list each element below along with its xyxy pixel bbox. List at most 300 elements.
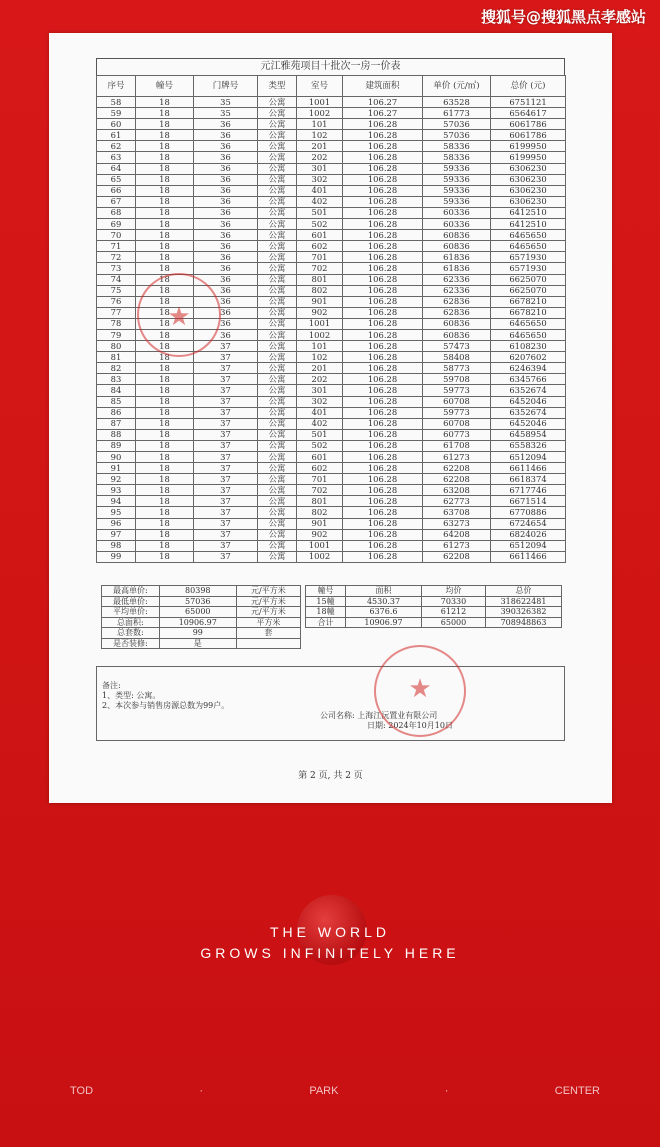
notes-box [96,666,565,741]
table-cell: 63 [97,152,136,163]
table-row [97,507,566,518]
table-cell: 6465650 [491,241,566,252]
table-cell: 602 [297,463,343,474]
table-cell: 106.28 [343,429,423,440]
column-header: 室号 [297,76,343,97]
table-cell: 96 [97,518,136,529]
table-cell: 6412510 [491,207,566,218]
table-cell: 公寓 [258,318,297,329]
table-cell: 106.28 [343,507,423,518]
table-cell: 59336 [423,196,491,207]
table-row [97,119,566,130]
table-cell: 62836 [423,307,491,318]
table-cell: 公寓 [258,329,297,340]
table-cell: 37 [194,385,258,396]
table-cell: 36 [194,252,258,263]
table-cell: 18 [136,219,194,230]
table-cell: 60336 [423,207,491,218]
table-cell: 94 [97,496,136,507]
table-cell: 18 [136,141,194,152]
table-cell: 37 [194,440,258,451]
table-cell: 36 [194,163,258,174]
table-cell: 6558326 [491,440,566,451]
table-cell: 公寓 [258,440,297,451]
table-cell: 77 [97,307,136,318]
table-cell: 36 [194,329,258,340]
table-cell: 60708 [423,418,491,429]
summary-row [306,617,562,628]
table-cell: 106.28 [343,163,423,174]
table-cell: 18 [136,108,194,119]
table-cell: 公寓 [258,396,297,407]
table-cell: 65 [97,174,136,185]
stats-cell [236,638,300,649]
stats-cell: 65000 [159,607,236,618]
table-cell: 公寓 [258,307,297,318]
table-cell: 106.28 [343,185,423,196]
table-cell: 84 [97,385,136,396]
table-cell: 102 [297,352,343,363]
table-cell: 18 [136,152,194,163]
table-cell: 106.28 [343,341,423,352]
table-cell: 公寓 [258,130,297,141]
column-header: 序号 [97,76,136,97]
table-cell: 61273 [423,540,491,551]
table-row [97,396,566,407]
table-cell: 公寓 [258,108,297,119]
table-row [97,97,566,108]
table-cell: 101 [297,341,343,352]
table-cell: 公寓 [258,529,297,540]
table-cell: 106.28 [343,252,423,263]
summary-cell: 70330 [422,596,486,607]
table-cell: 18 [136,252,194,263]
column-header: 单价 (元/㎡) [423,76,491,97]
table-cell: 401 [297,185,343,196]
table-cell: 公寓 [258,540,297,551]
table-cell: 6611466 [491,551,566,562]
footer-word-park: PARK [309,1085,339,1097]
table-cell: 公寓 [258,474,297,485]
table-cell: 85 [97,396,136,407]
table-cell: 36 [194,318,258,329]
footer-dot-1: · [199,1085,204,1097]
table-cell: 公寓 [258,252,297,263]
table-cell: 501 [297,207,343,218]
table-cell: 1002 [297,551,343,562]
table-cell: 18 [136,418,194,429]
table-cell: 106.28 [343,274,423,285]
table-cell: 37 [194,341,258,352]
table-cell: 79 [97,329,136,340]
table-cell: 36 [194,130,258,141]
table-cell: 公寓 [258,285,297,296]
table-row [97,230,566,241]
table-cell: 90 [97,452,136,463]
table-cell: 公寓 [258,174,297,185]
table-cell: 18 [136,341,194,352]
table-cell: 37 [194,496,258,507]
column-header: 门牌号 [194,76,258,97]
table-cell: 18 [136,285,194,296]
table-cell: 59336 [423,185,491,196]
table-cell: 6199950 [491,141,566,152]
table-cell: 6061786 [491,130,566,141]
table-cell: 37 [194,507,258,518]
table-cell: 36 [194,307,258,318]
table-cell: 37 [194,452,258,463]
stats-row [102,596,301,607]
footer-brand [70,1085,600,1099]
table-cell: 6512094 [491,540,566,551]
table-cell: 公寓 [258,507,297,518]
table-cell: 83 [97,374,136,385]
table-cell: 97 [97,529,136,540]
table-row [97,540,566,551]
table-cell: 106.28 [343,119,423,130]
table-cell: 58408 [423,352,491,363]
table-cell: 36 [194,219,258,230]
table-cell: 公寓 [258,152,297,163]
table-cell: 901 [297,518,343,529]
table-cell: 106.28 [343,474,423,485]
table-cell: 82 [97,363,136,374]
table-cell: 6770886 [491,507,566,518]
stats-cell: 是 [159,638,236,649]
table-cell: 60336 [423,219,491,230]
stats-cell: 是否装修: [102,638,160,649]
table-cell: 701 [297,252,343,263]
table-cell: 60836 [423,241,491,252]
stats-cell: 80398 [159,586,236,597]
summary-cell: 10906.97 [346,617,422,628]
table-cell: 18 [136,174,194,185]
column-header: 幢号 [136,76,194,97]
table-cell: 502 [297,440,343,451]
table-cell: 106.28 [343,463,423,474]
table-cell: 81 [97,352,136,363]
table-cell: 18 [136,241,194,252]
table-cell: 6207602 [491,352,566,363]
table-cell: 18 [136,196,194,207]
table-cell: 106.28 [343,452,423,463]
table-cell: 37 [194,474,258,485]
table-cell: 6452046 [491,418,566,429]
summary-cell: 15幢 [306,596,346,607]
stats-cell: 57036 [159,596,236,607]
table-cell: 6625070 [491,274,566,285]
table-cell: 公寓 [258,385,297,396]
document-title: 元江雅苑项目十批次一房一价表 [96,58,565,75]
table-cell: 62208 [423,463,491,474]
summary-cell: 65000 [422,617,486,628]
table-cell: 801 [297,496,343,507]
table-row [97,474,566,485]
stats-cell: 元/平方米 [236,596,300,607]
stats-cell: 总面积: [102,617,160,628]
table-cell: 106.28 [343,352,423,363]
table-cell: 18 [136,207,194,218]
table-cell: 302 [297,174,343,185]
table-row [97,163,566,174]
table-cell: 公寓 [258,452,297,463]
table-row [97,185,566,196]
table-cell: 18 [136,263,194,274]
table-cell: 59336 [423,174,491,185]
column-header: 类型 [258,76,297,97]
table-row [97,174,566,185]
table-cell: 18 [136,363,194,374]
table-cell: 63208 [423,485,491,496]
table-cell: 公寓 [258,463,297,474]
table-cell: 公寓 [258,518,297,529]
table-cell: 35 [194,97,258,108]
table-cell: 601 [297,230,343,241]
table-row [97,551,566,562]
table-cell: 18 [136,507,194,518]
summary-cell: 6376.6 [346,607,422,618]
table-row [97,418,566,429]
table-cell: 公寓 [258,496,297,507]
table-cell: 6345766 [491,374,566,385]
table-cell: 18 [136,230,194,241]
table-row [97,385,566,396]
table-cell: 18 [136,474,194,485]
table-cell: 6306230 [491,163,566,174]
table-row [97,108,566,119]
table-cell: 58336 [423,141,491,152]
table-cell: 37 [194,374,258,385]
table-cell: 106.28 [343,230,423,241]
table-cell: 401 [297,407,343,418]
table-cell: 6671514 [491,496,566,507]
table-cell: 59336 [423,163,491,174]
summary-cell: 18幢 [306,607,346,618]
table-cell: 106.28 [343,130,423,141]
table-cell: 36 [194,274,258,285]
table-cell: 18 [136,385,194,396]
table-cell: 901 [297,296,343,307]
table-cell: 106.28 [343,263,423,274]
table-cell: 6452046 [491,396,566,407]
table-cell: 62336 [423,285,491,296]
table-cell: 18 [136,274,194,285]
tagline-line-1: THE WORLD [270,924,390,940]
stats-cell: 平方米 [236,617,300,628]
stats-row [102,617,301,628]
table-row [97,529,566,540]
table-cell: 701 [297,474,343,485]
table-cell: 106.28 [343,296,423,307]
summary-cell: 4530.37 [346,596,422,607]
table-cell: 1001 [297,97,343,108]
column-header: 建筑面积 [343,76,423,97]
table-cell: 6678210 [491,296,566,307]
table-cell: 6199950 [491,152,566,163]
table-cell: 18 [136,119,194,130]
stats-cell: 元/平方米 [236,607,300,618]
table-cell: 18 [136,352,194,363]
table-cell: 60773 [423,429,491,440]
table-cell: 91 [97,463,136,474]
table-cell: 301 [297,163,343,174]
table-cell: 18 [136,540,194,551]
table-cell: 59708 [423,374,491,385]
table-cell: 18 [136,307,194,318]
table-cell: 58773 [423,363,491,374]
summary-cell: 合计 [306,617,346,628]
table-cell: 102 [297,130,343,141]
stats-cell: 99 [159,628,236,639]
table-cell: 6352674 [491,407,566,418]
note-line-2: 2、本次参与销售房源总数为99户。 [102,701,230,710]
table-cell: 37 [194,551,258,562]
column-header: 总价 (元) [491,76,566,97]
table-cell: 36 [194,263,258,274]
table-cell: 36 [194,119,258,130]
watermark-text: 搜狐号@搜狐黑点孝感站 [480,8,646,26]
table-cell: 95 [97,507,136,518]
table-cell: 18 [136,163,194,174]
table-cell: 57036 [423,119,491,130]
table-cell: 6246394 [491,363,566,374]
table-cell: 18 [136,97,194,108]
table-cell: 6618374 [491,474,566,485]
table-cell: 18 [136,296,194,307]
table-cell: 36 [194,152,258,163]
table-cell: 61 [97,130,136,141]
stats-row [102,638,301,649]
table-cell: 106.28 [343,174,423,185]
table-cell: 公寓 [258,551,297,562]
table-cell: 6824026 [491,529,566,540]
table-cell: 1002 [297,329,343,340]
stats-cell: 10906.97 [159,617,236,628]
table-cell: 63708 [423,507,491,518]
summary-cell: 318622481 [486,596,562,607]
table-cell: 37 [194,485,258,496]
table-cell: 93 [97,485,136,496]
table-cell: 1001 [297,318,343,329]
table-cell: 80 [97,341,136,352]
table-cell: 36 [194,241,258,252]
table-cell: 61836 [423,252,491,263]
table-cell: 201 [297,141,343,152]
table-cell: 106.28 [343,152,423,163]
table-cell: 公寓 [258,230,297,241]
table-cell: 87 [97,418,136,429]
table-cell: 18 [136,440,194,451]
table-cell: 802 [297,507,343,518]
summary-row [306,596,562,607]
summary-header-cell: 幢号 [306,586,346,597]
table-cell: 18 [136,318,194,329]
table-cell: 18 [136,485,194,496]
table-cell: 公寓 [258,274,297,285]
table-cell: 106.28 [343,440,423,451]
table-cell: 公寓 [258,207,297,218]
stats-cell: 套 [236,628,300,639]
table-cell: 78 [97,318,136,329]
table-cell: 801 [297,274,343,285]
table-cell: 37 [194,396,258,407]
table-row [97,429,566,440]
table-cell: 1002 [297,108,343,119]
table-cell: 公寓 [258,407,297,418]
table-cell: 60708 [423,396,491,407]
table-cell: 59 [97,108,136,119]
table-cell: 36 [194,174,258,185]
table-cell: 702 [297,263,343,274]
table-cell: 公寓 [258,263,297,274]
table-cell: 37 [194,518,258,529]
table-cell: 6512094 [491,452,566,463]
summary-cell: 390326382 [486,607,562,618]
table-row [97,440,566,451]
table-cell: 106.28 [343,318,423,329]
table-cell: 36 [194,196,258,207]
table-cell: 106.28 [343,374,423,385]
table-cell: 106.28 [343,329,423,340]
table-cell: 57473 [423,341,491,352]
table-cell: 60836 [423,230,491,241]
table-cell: 6465650 [491,329,566,340]
table-cell: 公寓 [258,485,297,496]
table-cell: 201 [297,363,343,374]
table-cell: 6061786 [491,119,566,130]
table-row [97,252,566,263]
summary-cell: 61212 [422,607,486,618]
table-cell: 68 [97,207,136,218]
table-cell: 72 [97,252,136,263]
table-cell: 18 [136,452,194,463]
table-cell: 106.28 [343,196,423,207]
table-cell: 18 [136,130,194,141]
table-cell: 18 [136,185,194,196]
stats-row [102,586,301,597]
table-cell: 6611466 [491,463,566,474]
table-cell: 602 [297,241,343,252]
table-cell: 61836 [423,263,491,274]
table-cell: 公寓 [258,219,297,230]
table-cell: 76 [97,296,136,307]
table-cell: 公寓 [258,341,297,352]
table-cell: 106.28 [343,141,423,152]
table-cell: 公寓 [258,241,297,252]
table-cell: 公寓 [258,97,297,108]
table-cell: 66 [97,185,136,196]
table-row [97,463,566,474]
table-cell: 57036 [423,130,491,141]
table-cell: 64208 [423,529,491,540]
table-cell: 公寓 [258,163,297,174]
table-cell: 公寓 [258,185,297,196]
price-list-document [49,33,612,803]
table-cell: 106.28 [343,396,423,407]
footer-word-tod: TOD [70,1085,94,1097]
table-cell: 公寓 [258,429,297,440]
table-cell: 37 [194,540,258,551]
table-cell: 106.27 [343,97,423,108]
table-cell: 37 [194,418,258,429]
table-cell: 6678210 [491,307,566,318]
tagline-line-2: GROWS INFINITELY HERE [200,945,460,961]
table-cell: 702 [297,485,343,496]
table-row [97,152,566,163]
table-cell: 60836 [423,329,491,340]
table-cell: 62208 [423,551,491,562]
table-cell: 60836 [423,318,491,329]
